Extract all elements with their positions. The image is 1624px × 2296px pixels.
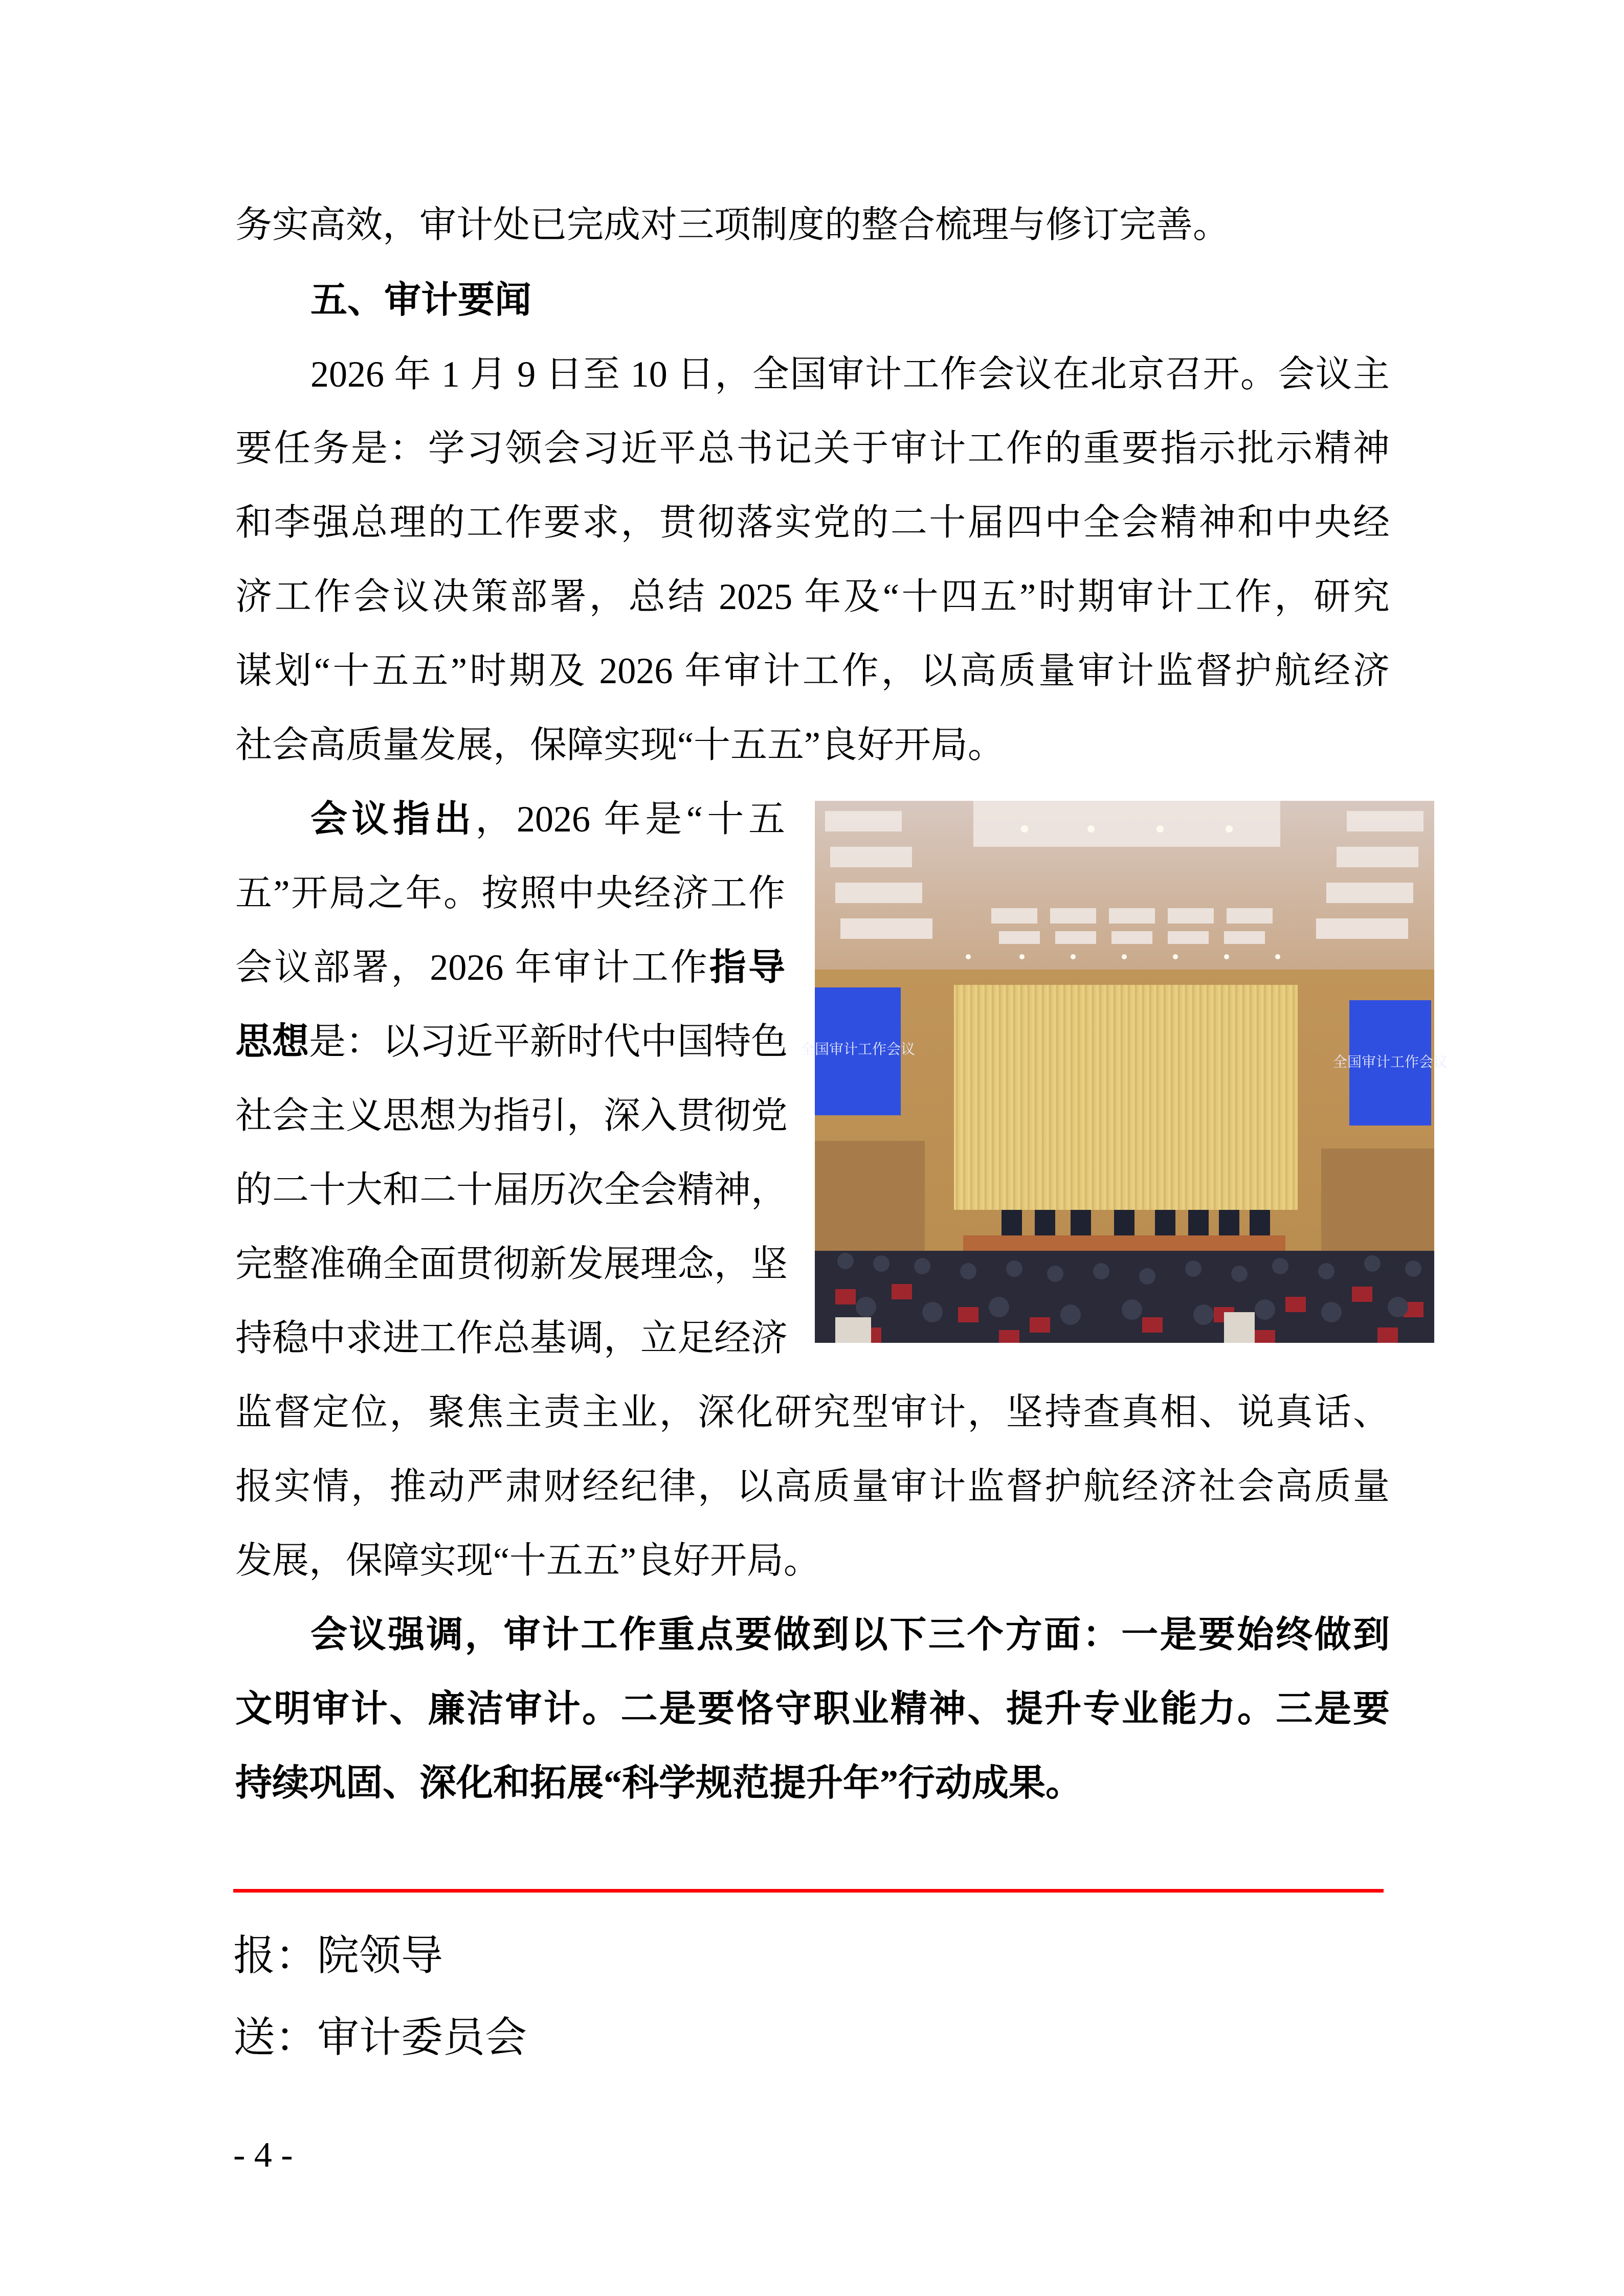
para3-line: 会议强调，审计工作重点要做到以下三个方面：一是要始终做到 bbox=[310, 1614, 1390, 1655]
para1-line: 济工作会议决策部署，总结 2025 年及“十四五”时期审计工作，研究 bbox=[235, 576, 1390, 617]
text-run: 会议部署，2026 年审计工作 bbox=[235, 947, 709, 988]
stage-curtain bbox=[954, 985, 1298, 1210]
para2-line: 持稳中求进工作总基调，立足经济 bbox=[235, 1318, 788, 1359]
para1-line: 谋划“十五五”时期及 2026 年审计工作，以高质量审计监督护航经济 bbox=[235, 650, 1390, 691]
bold-phrase: 指导 bbox=[709, 947, 785, 988]
para2-line: 的二十大和二十届历次全会精神， bbox=[235, 1169, 788, 1210]
para1-line: 和李强总理的工作要求，贯彻落实党的二十届四中全会精神和中央经 bbox=[235, 502, 1390, 543]
text-run: 是：以习近平新时代中国特色 bbox=[309, 1021, 788, 1062]
para1-line: 社会高质量发展，保障实现“十五五”良好开局。 bbox=[235, 725, 1005, 766]
section-heading: 五、审计要闻 bbox=[310, 280, 532, 321]
bold-phrase: 思想 bbox=[235, 1021, 309, 1062]
para2-line: 完整准确全面贯彻新发展理念，坚 bbox=[235, 1244, 788, 1285]
para2-line: 监督定位，聚焦主责主业，深化研究型审计，坚持查真相、说真话、 bbox=[235, 1392, 1390, 1433]
para2-line bbox=[310, 794, 785, 845]
send-to: 送：审计委员会 bbox=[233, 2013, 527, 2062]
para1-line: 要任务是：学习领会习近平总书记关于审计工作的重要指示批示精神 bbox=[235, 428, 1390, 469]
para2-line: 发展，保障实现“十五五”良好开局。 bbox=[235, 1540, 820, 1581]
para2-line: 五”开局之年。按照中央经济工作 bbox=[235, 873, 785, 914]
para2-line: 社会主义思想为指引，深入贯彻党 bbox=[235, 1095, 788, 1136]
red-divider bbox=[233, 1889, 1384, 1893]
conference-hall-image bbox=[800, 801, 1448, 1343]
page-number: - 4 - bbox=[233, 2135, 293, 2175]
para1-line: 2026 年 1 月 9 日至 10 日，全国审计工作会议在北京召开。会议主 bbox=[310, 354, 1390, 395]
para3-line: 持续巩固、深化和拓展“科学规范提升年”行动成果。 bbox=[235, 1763, 1083, 1804]
para2-line: 报实情，推动严肃财经纪律，以高质量审计监督护航经济社会高质量 bbox=[235, 1466, 1390, 1507]
report-to: 报：院领导 bbox=[233, 1931, 443, 1980]
right-screen-text: 全国审计工作会议 bbox=[1332, 1053, 1448, 1070]
conference-photo bbox=[800, 801, 1448, 1343]
para2-line bbox=[235, 942, 785, 993]
bold-phrase: 会议指出 bbox=[310, 799, 476, 840]
intro-tail-line: 务实高效，审计处已完成对三项制度的整合梳理与修订完善。 bbox=[235, 205, 1230, 245]
para3-line: 文明审计、廉洁审计。二是要恪守职业精神、提升专业能力。三是要 bbox=[235, 1689, 1390, 1729]
text-run: ，2026 年是“十五 bbox=[475, 799, 785, 840]
left-screen-text: 全国审计工作会议 bbox=[800, 1041, 916, 1057]
para2-line bbox=[235, 1016, 788, 1067]
